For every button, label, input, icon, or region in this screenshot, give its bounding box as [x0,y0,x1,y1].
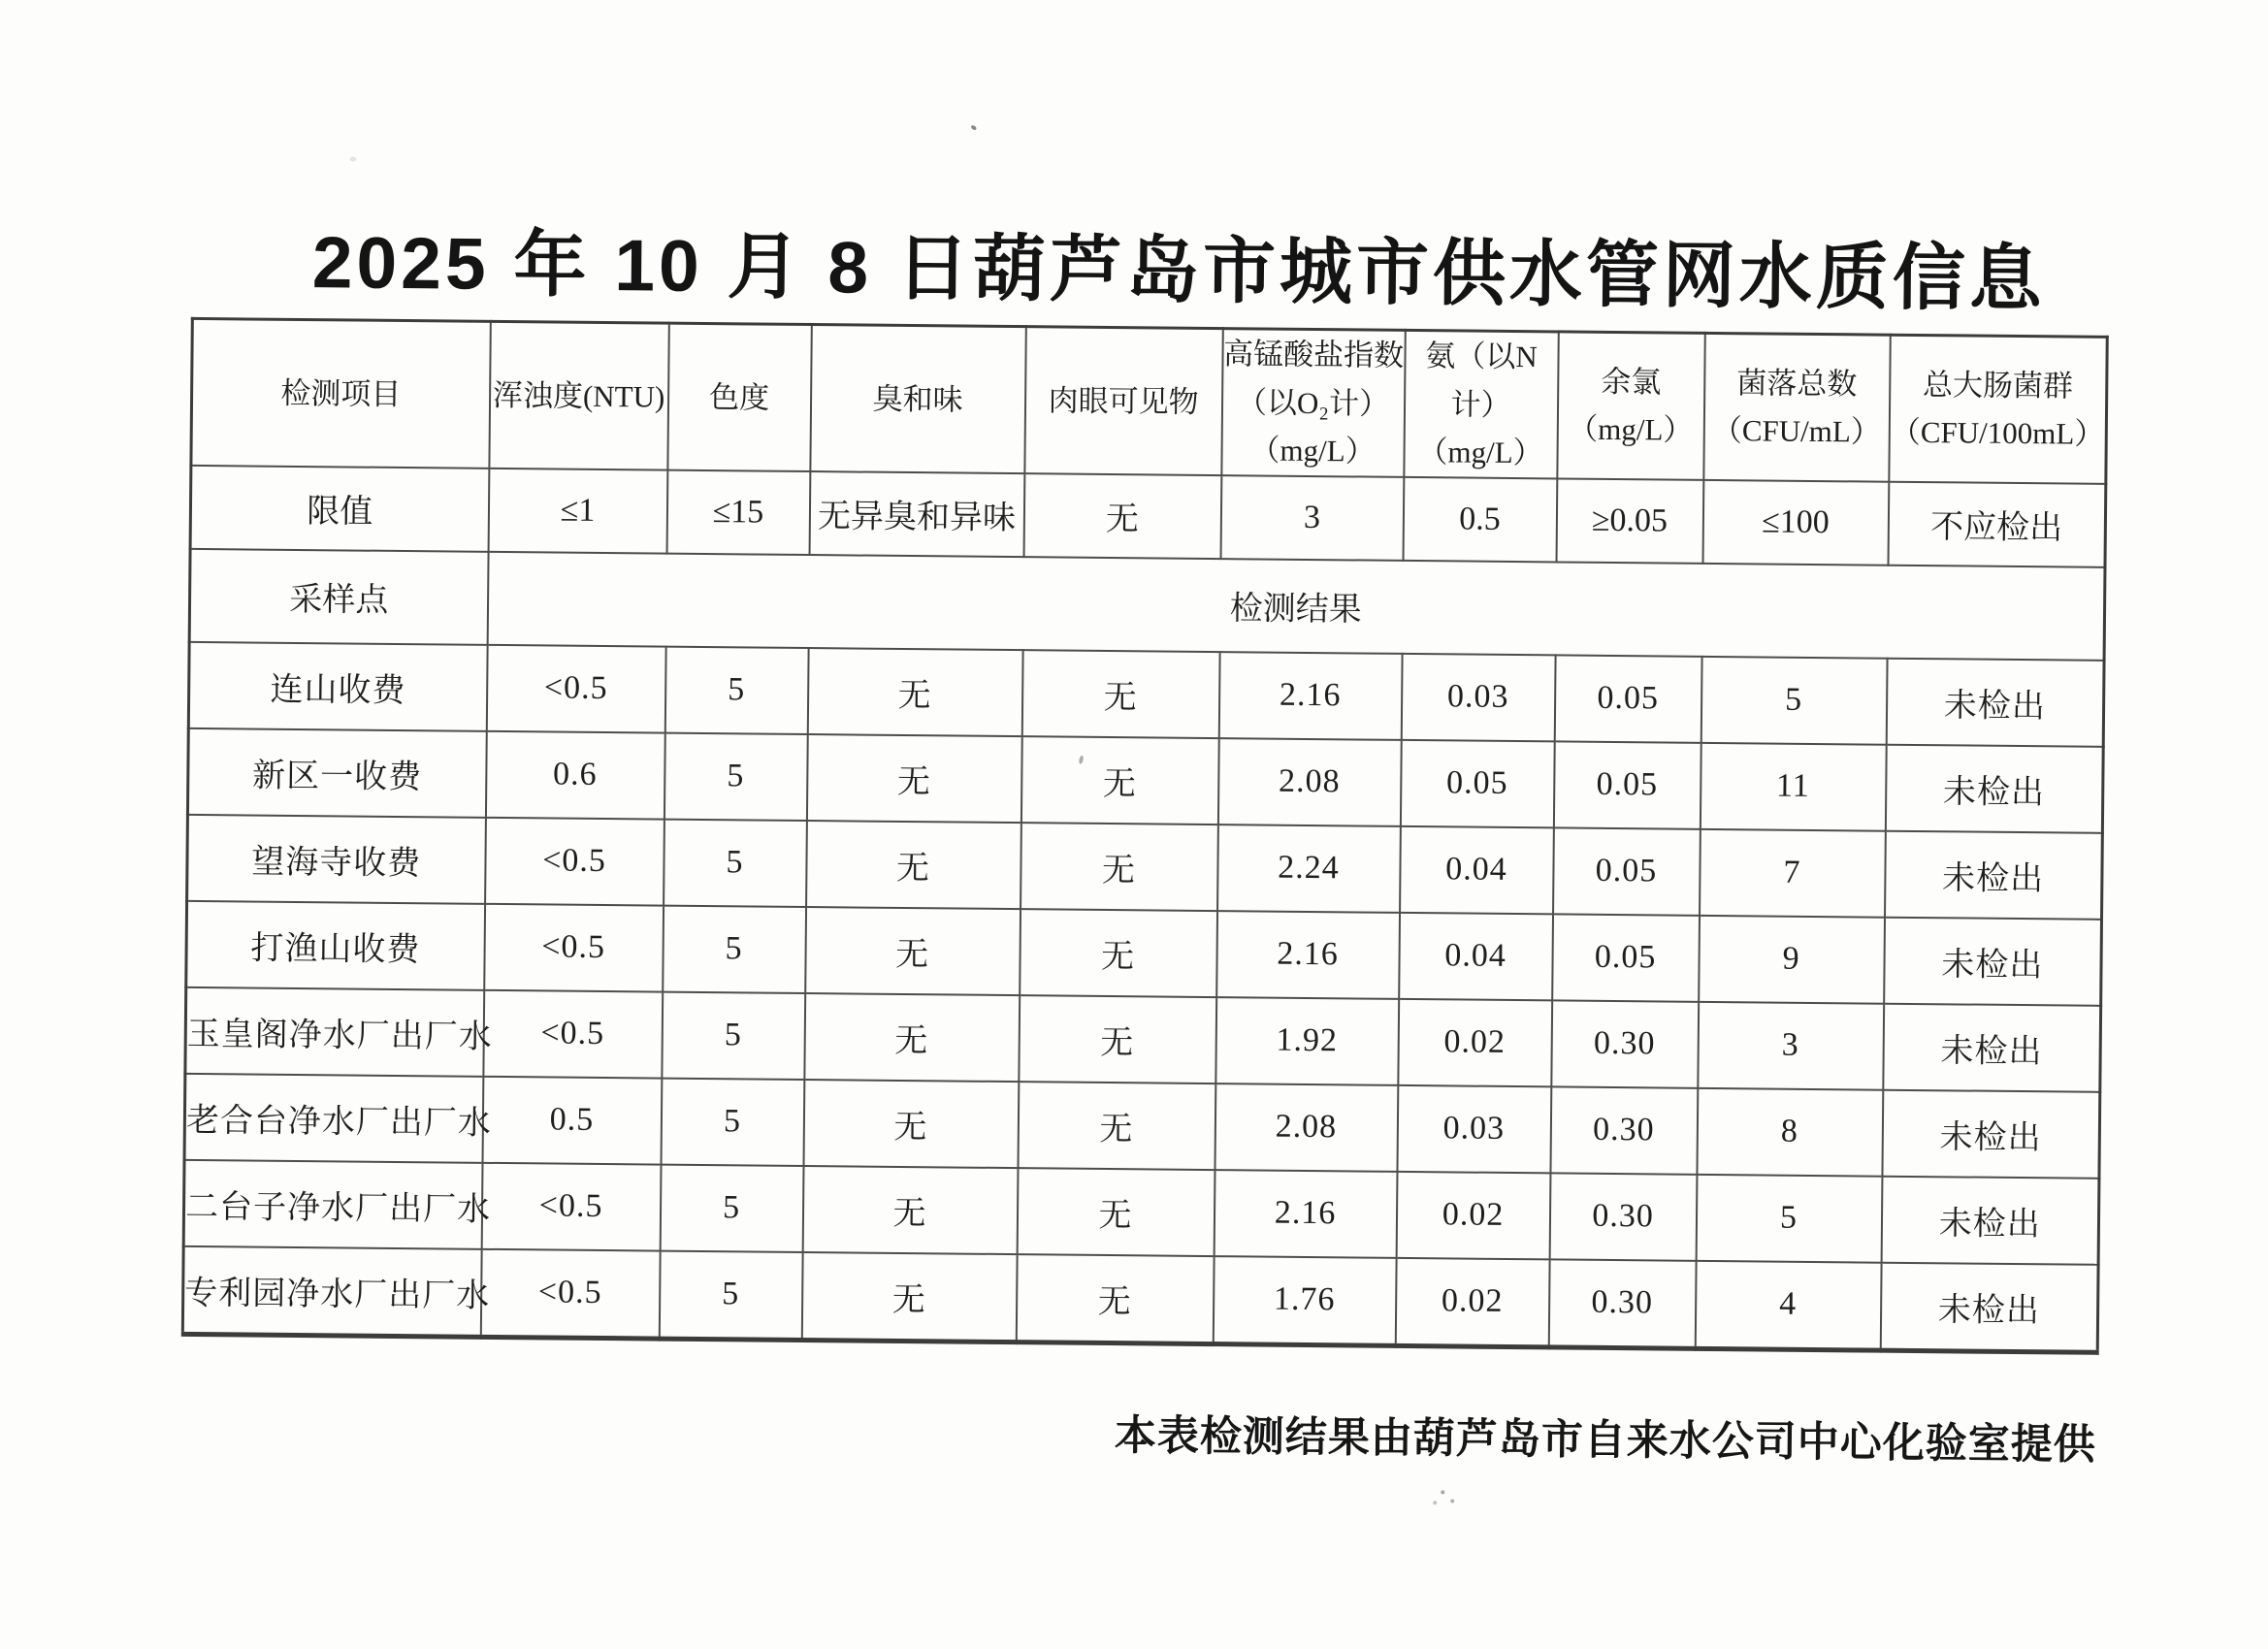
result-cell: 未检出 [1880,1262,2098,1352]
sample-point-name: 专利园净水厂出厂水 [182,1246,481,1337]
result-cell: 0.04 [1400,826,1554,915]
result-cell: 无 [1016,1254,1214,1343]
sample-point-row [189,549,2105,661]
col-header-bacteria-count: 菌落总数 （CFU/mL） [1703,333,1890,481]
result-cell: 0.04 [1399,913,1553,1001]
result-cell: 无 [805,907,1021,995]
sample-point-name: 新区一收费 [187,728,486,818]
result-cell: 5 [1701,657,1887,745]
result-cell: 无 [802,1166,1018,1254]
result-cell: 0.6 [485,731,664,820]
sample-point-name: 连山收费 [188,642,487,731]
result-cell: 未检出 [1885,830,2103,919]
limit-turbidity: ≤1 [488,469,667,554]
sample-point-name: 打渔山收费 [186,901,485,990]
result-cell: <0.5 [484,904,664,992]
table-header-row [191,318,2107,483]
limit-bacteria-count: ≤100 [1702,480,1889,566]
result-cell: 0.05 [1552,914,1700,1001]
result-cell: 5 [662,991,805,1079]
sample-point-name: 玉皇阁净水厂出厂水 [185,987,484,1077]
scan-speck [349,156,356,161]
limit-color: ≤15 [666,469,810,554]
result-cell: 无 [1021,823,1218,911]
result-cell: <0.5 [480,1249,660,1339]
result-cell: 0.05 [1400,740,1554,828]
result-cell: 无 [1021,736,1218,824]
result-cell: 2.24 [1217,824,1401,913]
result-cell: <0.5 [486,645,665,733]
result-cell: 5 [663,905,806,992]
water-quality-table [181,317,2109,1355]
result-cell: 2.16 [1214,1170,1397,1258]
result-cell: 1.92 [1215,997,1399,1085]
result-cell: <0.5 [483,990,663,1079]
table-row [182,1246,2098,1352]
result-cell: 未检出 [1884,917,2102,1005]
result-cell: 无 [804,993,1020,1082]
result-cell: 未检出 [1886,658,2104,746]
result-cell: 0.02 [1398,999,1552,1087]
result-cell: 2.08 [1215,1083,1398,1172]
scan-speck [970,124,977,131]
limit-visible-matter: 无 [1023,473,1221,559]
col-header-turbidity: 浑浊度(NTU) [489,321,668,469]
result-cell: 5 [659,1250,802,1340]
limit-ammonia: 0.5 [1403,477,1557,563]
result-cell: 无 [1021,650,1219,738]
result-cell: 5 [1696,1175,1882,1263]
result-cell: 无 [1019,995,1216,1083]
limit-odor: 无异臭和异味 [809,471,1024,557]
result-cell: 1.76 [1213,1256,1396,1345]
result-cell: <0.5 [481,1163,661,1251]
result-cell: 0.03 [1397,1085,1551,1174]
result-cell: 5 [664,732,807,820]
result-cell: 未检出 [1881,1176,2099,1264]
result-cell: 0.03 [1401,654,1555,742]
result-cell: 2.08 [1217,738,1401,826]
result-cell: 0.05 [1554,655,1701,742]
col-header-visible-matter: 肉眼可见物 [1024,327,1222,475]
result-cell: 无 [1017,1168,1215,1256]
result-cell: 未检出 [1882,1089,2100,1178]
result-cell: 3 [1698,1002,1884,1090]
limit-residual-chlorine: ≥0.05 [1556,478,1703,563]
result-cell: 0.05 [1553,827,1701,915]
result-cell: 无 [806,821,1021,909]
col-header-item: 检测项目 [191,318,490,468]
results-header: 检测结果 [487,552,2105,661]
sample-point-name: 望海寺收费 [187,815,486,904]
result-cell: 无 [1020,909,1217,997]
result-cell: 0.5 [482,1077,662,1165]
result-cell: 5 [660,1164,803,1251]
result-cell: 0.05 [1553,741,1701,828]
result-cell: 9 [1699,916,1885,1004]
result-cell: <0.5 [485,818,664,906]
col-header-ammonia: 氨（以N计） （mg/L） [1404,330,1558,478]
result-cell: 2.16 [1216,911,1400,999]
col-header-residual-chlorine: 余氯 （mg/L） [1557,332,1704,480]
col-header-permanganate: 高锰酸盐指数 （以O₂计） （mg/L） [1221,329,1405,477]
result-cell: 5 [661,1078,804,1165]
result-cell: 0.30 [1551,1000,1699,1087]
result-cell: 无 [806,734,1021,823]
result-cell: 2.16 [1218,652,1402,740]
result-cell: 8 [1697,1088,1883,1177]
sample-point-name: 二台子净水厂出厂水 [183,1160,482,1249]
col-header-coliform: 总大肠菌群 （CFU/100mL） [1889,335,2107,483]
result-cell: 4 [1695,1261,1881,1350]
footer-note: 本表检测结果由葫芦岛市自来水公司中心化验室提供 [1114,1412,2097,1469]
result-cell: 无 [807,648,1022,736]
limit-permanganate: 3 [1220,475,1404,561]
result-cell: 无 [1018,1082,1215,1170]
col-header-color: 色度 [667,323,811,471]
sample-point-name: 老合台净水厂出厂水 [184,1074,483,1163]
limit-coliform: 不应检出 [1888,481,2106,566]
result-cell: 7 [1700,829,1886,918]
result-cell: 未检出 [1885,744,2103,832]
result-cell: 0.30 [1550,1086,1698,1174]
result-cell: 0.02 [1396,1172,1550,1260]
result-cell: 0.30 [1549,1173,1697,1260]
result-cell: 5 [664,646,808,733]
limit-label: 限值 [190,466,489,552]
result-cell: 无 [801,1252,1017,1342]
result-cell: 无 [803,1080,1019,1168]
result-cell: 未检出 [1883,1003,2101,1091]
result-cell: 0.02 [1395,1258,1549,1347]
col-header-odor: 臭和味 [810,325,1025,473]
result-cell: 0.30 [1548,1259,1696,1348]
scan-speck [1441,1490,1444,1494]
page-title: 2025 年 10 月 8 日葫芦岛市城市供水管网水质信息 [311,221,2047,320]
result-cell: 5 [664,819,807,906]
sample-point-header: 采样点 [189,549,488,645]
result-cell: 11 [1700,743,1886,831]
